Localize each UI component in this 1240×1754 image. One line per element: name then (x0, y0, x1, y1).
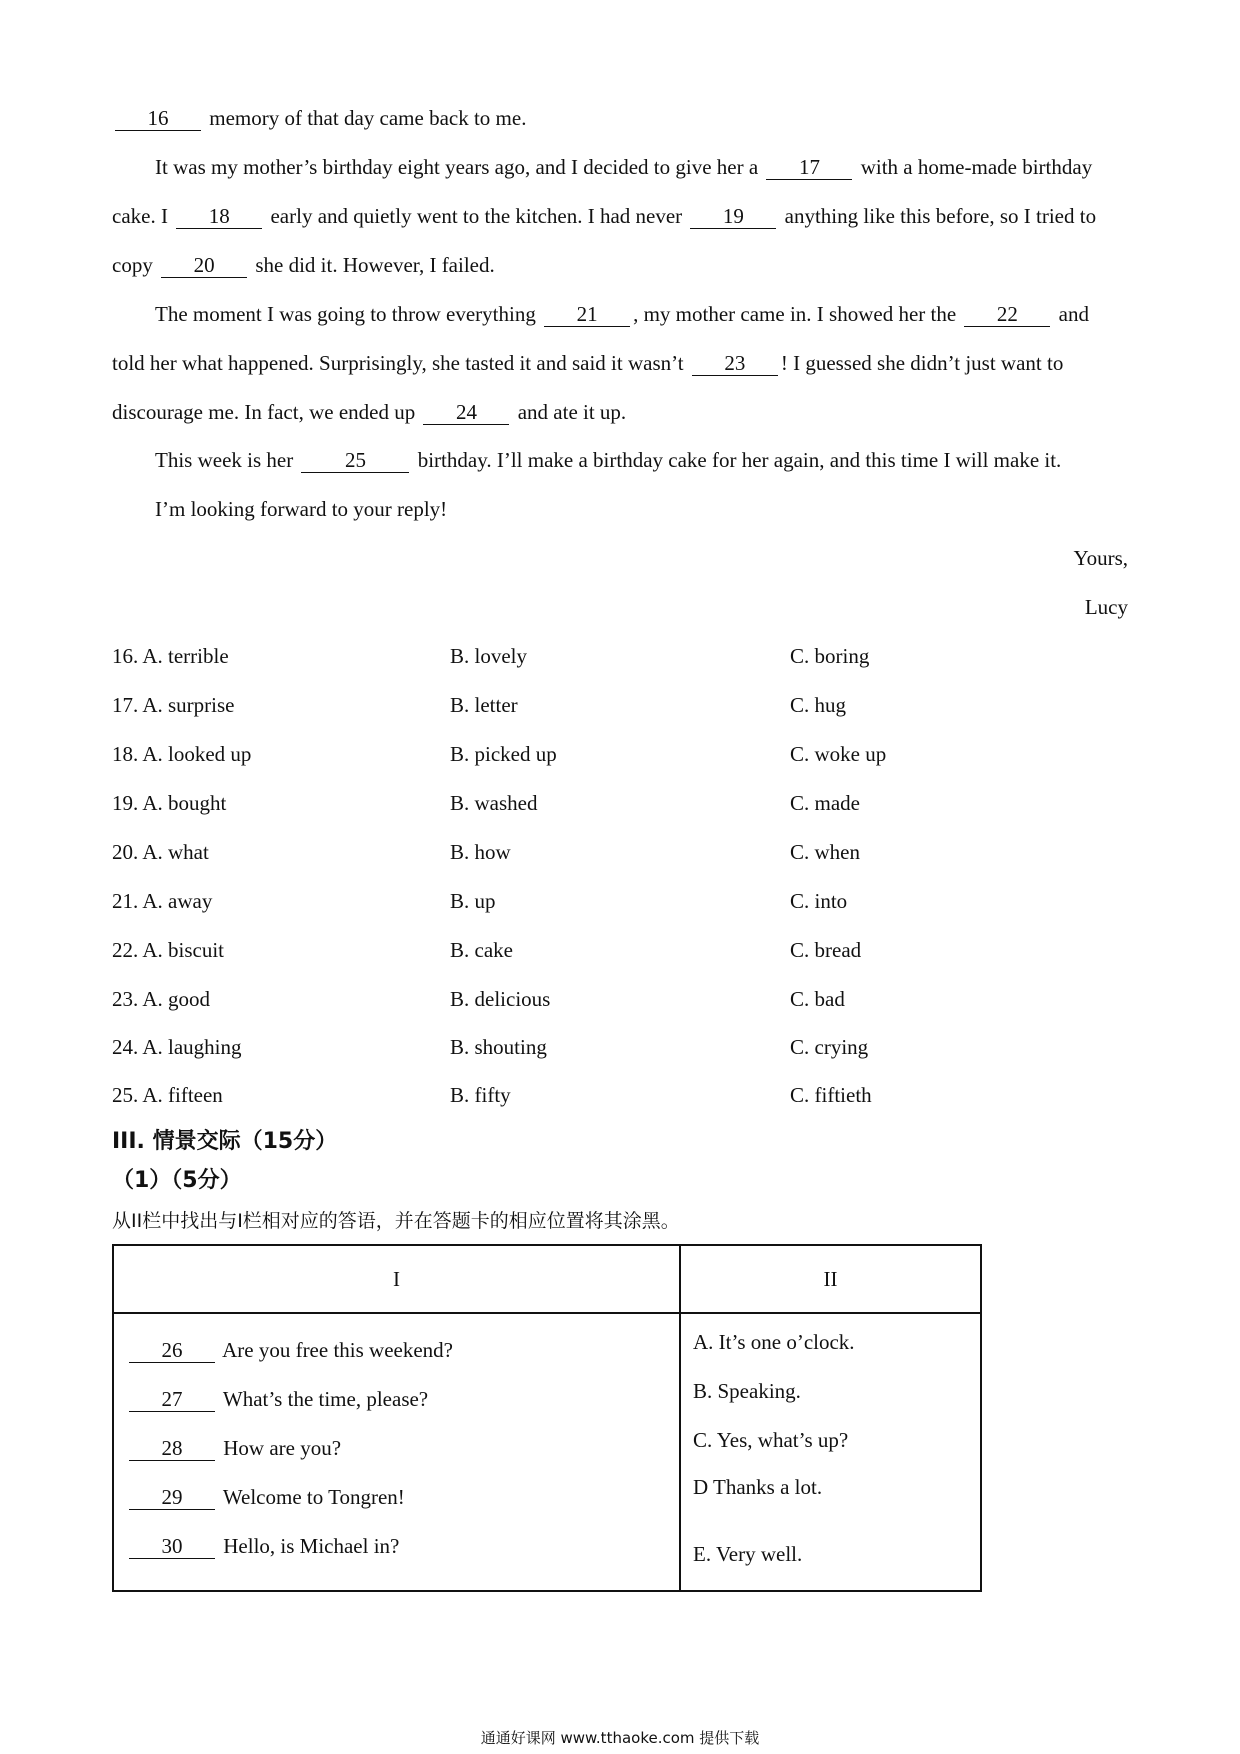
passage-text: , my mother came in. I showed her the (633, 302, 957, 326)
answer-option: D Thanks a lot. (693, 1475, 823, 1499)
option-c: C. hug (790, 693, 847, 717)
column-i-header: I (113, 1245, 680, 1313)
passage-text: cake. I (112, 204, 168, 228)
option-a: 20. A. what (112, 840, 209, 864)
passage-line (112, 349, 1063, 377)
option-a: 18. A. looked up (112, 742, 252, 766)
question-text: Welcome to Tongren! (222, 1485, 405, 1509)
blank-24: 24 (423, 400, 509, 425)
option-c: C. made (790, 791, 860, 815)
option-b: B. up (450, 889, 496, 913)
blank-17: 17 (766, 155, 852, 180)
passage-line (112, 202, 1096, 230)
list-item (126, 1532, 399, 1560)
option-a: 16. A. terrible (112, 644, 229, 668)
letter-signature: Lucy (1084, 595, 1128, 619)
passage-text: memory of that day came back to me. (209, 106, 527, 130)
passage-text: discourage me. In fact, we ended up (112, 400, 416, 424)
option-b: B. how (450, 840, 511, 864)
passage-text: It was my mother’s birthday eight years ago, and I decided to give her a (155, 155, 759, 179)
table-row (113, 1313, 981, 1591)
passage-text: she did it. However, I failed. (255, 253, 495, 277)
answer-option: A. It’s one o’clock. (693, 1330, 855, 1354)
option-b: B. cake (450, 938, 513, 962)
option-b: B. shouting (450, 1035, 547, 1059)
passage-text: with a home-made birthday (860, 155, 1093, 179)
column-ii-header: II (680, 1245, 981, 1313)
list-item (126, 1385, 428, 1413)
passage-text: birthday. I’ll make a birthday cake for her again, and this time I will make it. (417, 448, 1062, 472)
answer-option: E. Very well. (693, 1542, 803, 1566)
passage-text: anything like this before, so I tried to (784, 204, 1097, 228)
matching-table (112, 1244, 982, 1592)
blank-26: 26 (129, 1338, 215, 1363)
question-text: How are you? (223, 1436, 342, 1460)
passage-line (155, 153, 1092, 181)
blank-30: 30 (129, 1534, 215, 1559)
page-footer: 通通好课网 www.tthaoke.com 提供下载 (480, 1729, 760, 1747)
option-c: C. bad (790, 987, 845, 1011)
option-c: C. crying (790, 1035, 869, 1059)
option-b: B. washed (450, 791, 538, 815)
passage-line (155, 446, 1061, 474)
blank-18: 18 (176, 204, 262, 229)
question-text: Hello, is Michael in? (223, 1534, 400, 1558)
answer-option: C. Yes, what’s up? (693, 1428, 849, 1452)
passage-text: told her what happened. Surprisingly, she tasted it and said it wasn’t (112, 351, 684, 375)
option-a: 25. A. fifteen (112, 1083, 223, 1107)
option-b: B. delicious (450, 987, 551, 1011)
option-c: C. woke up (790, 742, 887, 766)
passage-line (112, 398, 626, 426)
option-b: B. letter (450, 693, 518, 717)
section-title: III. 情景交际（15分） (112, 1129, 338, 1154)
table-header-row (113, 1245, 981, 1313)
passage-line-16 (112, 104, 526, 132)
blank-29: 29 (129, 1485, 215, 1510)
list-item (126, 1336, 453, 1364)
blank-23: 23 (692, 351, 778, 376)
blank-21: 21 (544, 302, 630, 327)
passage-line (155, 300, 1089, 328)
option-a: 21. A. away (112, 889, 213, 913)
passage-text: The moment I was going to throw everything (155, 302, 536, 326)
option-c: C. fiftieth (790, 1083, 872, 1107)
option-b: B. picked up (450, 742, 557, 766)
passage-text: and (1058, 302, 1089, 326)
passage-line (112, 251, 495, 279)
blank-25: 25 (301, 448, 409, 473)
passage-text: and ate it up. (517, 400, 627, 424)
blank-16: 16 (115, 106, 201, 131)
passage-text: copy (112, 253, 153, 277)
list-item (126, 1483, 405, 1511)
option-a: 22. A. biscuit (112, 938, 225, 962)
option-b: B. lovely (450, 644, 527, 668)
option-a: 17. A. surprise (112, 693, 235, 717)
blank-20: 20 (161, 253, 247, 278)
blank-19: 19 (690, 204, 776, 229)
option-a: 24. A. laughing (112, 1035, 242, 1059)
passage-text: This week is her (155, 448, 294, 472)
section-instruction: 从II栏中找出与I栏相对应的答语，并在答题卡的相应位置将其涂黑。 (112, 1210, 680, 1232)
blank-28: 28 (129, 1436, 215, 1461)
option-c: C. boring (790, 644, 870, 668)
blank-22: 22 (964, 302, 1050, 327)
question-text: Are you free this weekend? (222, 1338, 453, 1362)
passage-text: early and quietly went to the kitchen. I had never (270, 204, 683, 228)
option-c: C. bread (790, 938, 862, 962)
column-i-cell (113, 1313, 680, 1591)
passage-text: ! I guessed she didn’t just want to (780, 351, 1064, 375)
question-text: What’s the time, please? (222, 1387, 429, 1411)
passage-line: I’m looking forward to your reply! (155, 497, 448, 521)
column-ii-cell (680, 1313, 981, 1591)
subsection-title: （1）（5分） (112, 1168, 242, 1193)
option-c: C. into (790, 889, 848, 913)
letter-closing: Yours, (1073, 546, 1128, 570)
answer-option: B. Speaking. (693, 1379, 801, 1403)
option-b: B. fifty (450, 1083, 511, 1107)
list-item (126, 1434, 341, 1462)
option-a: 19. A. bought (112, 791, 227, 815)
option-c: C. when (790, 840, 860, 864)
blank-27: 27 (129, 1387, 215, 1412)
option-a: 23. A. good (112, 987, 211, 1011)
